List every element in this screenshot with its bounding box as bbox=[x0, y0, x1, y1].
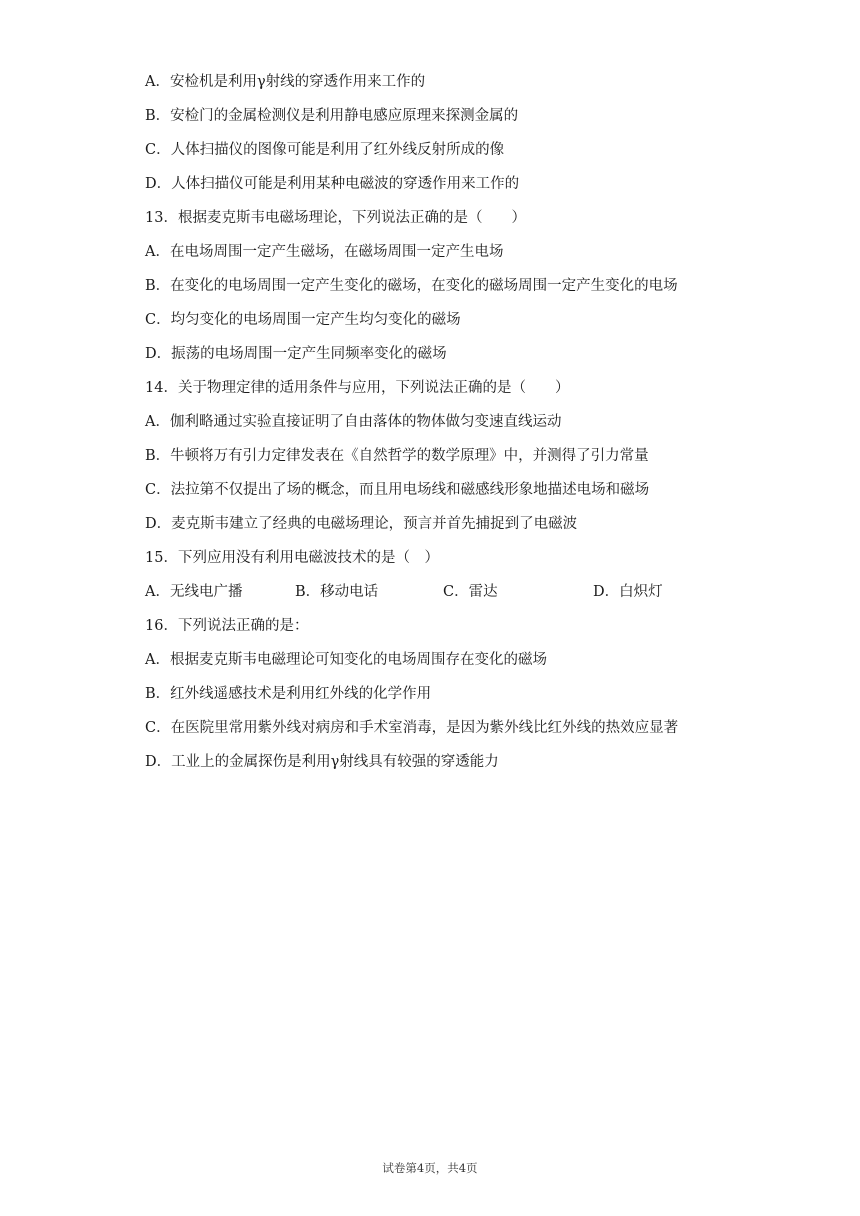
q15-options-row bbox=[145, 580, 725, 614]
q13-option-a: A．在电场周围一定产生磁场，在磁场周围一定产生电场 bbox=[145, 244, 504, 260]
q15-option-c: C．雷达 bbox=[443, 584, 498, 600]
q12-option-a: A．安检机是利用γ射线的穿透作用来工作的 bbox=[145, 74, 426, 90]
q12-option-d: D．人体扫描仪可能是利用某种电磁波的穿透作用来工作的 bbox=[145, 176, 520, 192]
q13-option-b: B．在变化的电场周围一定产生变化的磁场，在变化的磁场周围一定产生变化的电场 bbox=[145, 278, 678, 294]
q13-option-c: C．均匀变化的电场周围一定产生均匀变化的磁场 bbox=[145, 312, 461, 328]
q12-option-c: C．人体扫描仪的图像可能是利用了红外线反射所成的像 bbox=[145, 142, 505, 158]
q16-option-b: B．红外线遥感技术是利用红外线的化学作用 bbox=[145, 686, 432, 702]
q14-option-b: B．牛顿将万有引力定律发表在《自然哲学的数学原理》中，并测得了引力常量 bbox=[145, 448, 649, 464]
q13-option-d: D．振荡的电场周围一定产生同频率变化的磁场 bbox=[145, 346, 447, 362]
q15-stem: 15．下列应用没有利用电磁波技术的是（ ） bbox=[145, 550, 439, 566]
q14-option-d: D．麦克斯韦建立了经典的电磁场理论，预言并首先捕捉到了电磁波 bbox=[145, 516, 578, 532]
q14-stem: 14．关于物理定律的适用条件与应用，下列说法正确的是（ ） bbox=[145, 380, 570, 396]
q15-option-a: A．无线电广播 bbox=[145, 584, 243, 600]
q12-option-b: B．安检门的金属检测仪是利用静电感应原理来探测金属的 bbox=[145, 108, 519, 124]
page-footer: 试卷第4页，共4页 bbox=[382, 1161, 478, 1175]
q16-option-d: D．工业上的金属探伤是利用γ射线具有较强的穿透能力 bbox=[145, 754, 499, 770]
q15-option-b: B．移动电话 bbox=[295, 584, 379, 600]
question-content bbox=[145, 70, 725, 784]
q14-option-a: A．伽利略通过实验直接证明了自由落体的物体做匀变速直线运动 bbox=[145, 414, 562, 430]
q16-stem: 16．下列说法正确的是： bbox=[145, 618, 309, 634]
q15-option-d: D．白炽灯 bbox=[593, 584, 663, 600]
q13-stem: 13．根据麦克斯韦电磁场理论，下列说法正确的是（ ） bbox=[145, 210, 526, 226]
q16-option-c: C．在医院里常用紫外线对病房和手术室消毒，是因为紫外线比红外线的热效应显著 bbox=[145, 720, 679, 736]
q16-option-a: A．根据麦克斯韦电磁理论可知变化的电场周围存在变化的磁场 bbox=[145, 652, 547, 668]
q14-option-c: C．法拉第不仅提出了场的概念，而且用电场线和磁感线形象地描述电场和磁场 bbox=[145, 482, 650, 498]
